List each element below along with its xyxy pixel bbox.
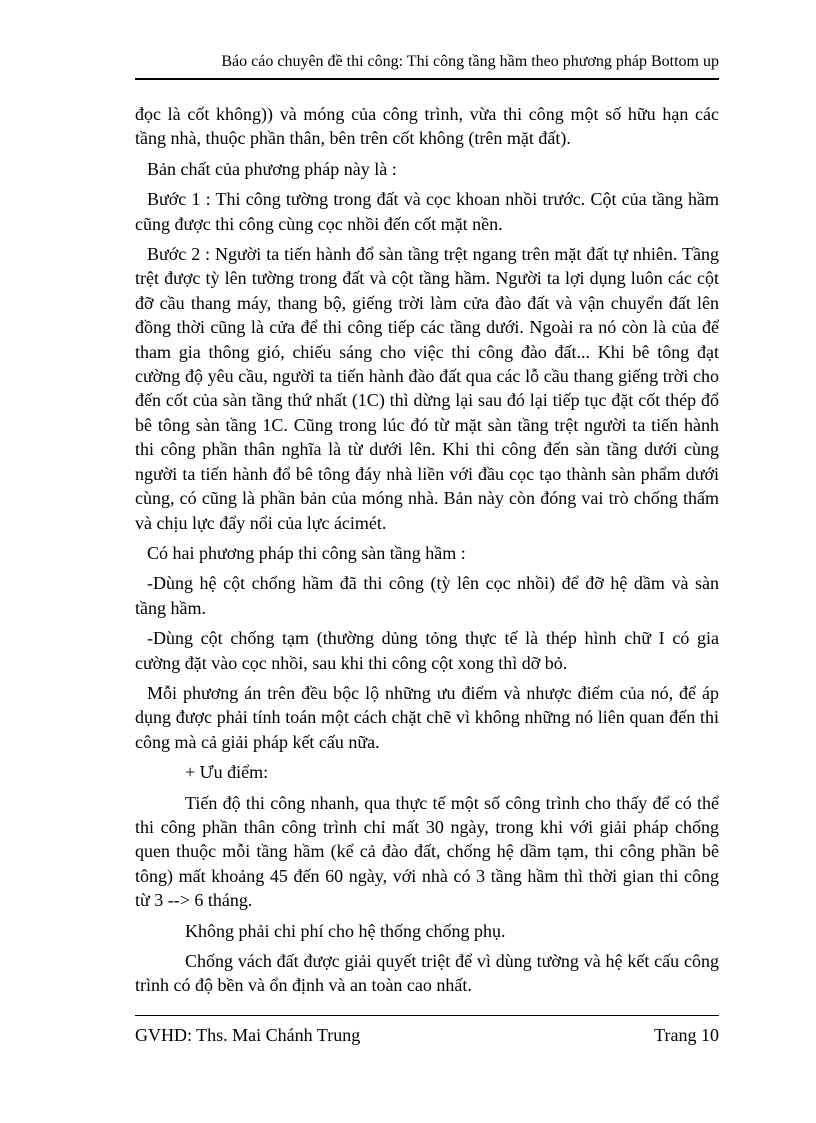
paragraph: Chống vách đất được giải quyết triệt để vì dùng tường và hệ kết cấu công trình có độ bền và ổn định và an toàn cao nhất. [135, 951, 719, 996]
footer-page-number: Trang 10 [654, 1025, 719, 1045]
paragraph: -Dùng cột chống tạm (thường dủng tỏng thực tế là thép hình chữ I có gia cường đặt vào cọc nhồi, sau khi thi công cột xong thì dỡ bỏ. [135, 628, 719, 673]
paragraph: -Dùng hệ cột chống hầm đã thi công (tỳ lên cọc nhồi) để đỡ hệ dầm và sàn tầng hầm. [135, 573, 719, 618]
page-header: Báo cáo chuyên đề thi công: Thi công tầng hầm theo phương pháp Bottom up [221, 53, 719, 70]
paragraph: Có hai phương pháp thi công sàn tầng hầm : [147, 542, 466, 563]
page-footer [135, 1023, 719, 1047]
paragraph: Mỗi phương án trên đều bộc lộ những ưu điểm và nhược điểm của nó, để áp dụng được phải tính toán một cách chặt chẽ vì không những nó liên quan đến thi công mà cả giải pháp kết cấu nữa. [135, 682, 719, 752]
header-divider [135, 78, 719, 80]
paragraph: Bước 2 : Người ta tiến hành đổ sàn tầng trệt ngang trên mặt đất tự nhiên. Tầng trệt được tỳ lên tường trong đất và cột tầng hầm. Người ta lợi dụng luôn các cột đỡ cầu thang máy, thang bộ, giếng trời làm cửa đào đất và vận chuyển đất lên đồng thời cũng là cửa để thi công tiếp các tầng dưới. Ngoài ra nó còn là của để tham gia thông gió, chiếu sáng cho việc thi công đào đất... Khi bê tông đạt cường độ yêu cầu, người ta tiến hành đào đất qua các lỗ cầu thang giếng trời cho đến cốt của sàn tầng thứ nhất (1C) thì dừng lại sau đó lại tiếp tục đặt cốt thép đổ bê tông sàn tầng 1C. Cũng trong lúc đó từ mặt sàn tầng trệt người ta tiến hành thi công phần thân nghĩa là từ dưới lên. Khi thi công đến sàn tầng dưới cùng người ta tiến hành đổ bê tông đáy nhà liền với đầu cọc tạo thành sàn phẩm dưới cùng, có cũng là phần bản của móng nhà. Bản này còn đóng vai trò chống thấm và chịu lực đẩy nổi của lực ácimét. [135, 244, 719, 533]
paragraph: Không phải chi phí cho hệ thống chống phụ. [185, 920, 506, 941]
document-body [135, 102, 719, 998]
paragraph: Tiến độ thi công nhanh, qua thực tế một số công trình cho thấy để có thể thi công phần thân công trình chỉ mất 30 ngày, trong khi với giải pháp chống quen thuộc mỗi tầng hầm (kể cả đào đất, chống hệ dầm tạm, thi công phần bê tông) mất khoảng 45 đến 60 ngày, với nhà có 3 tầng hầm thì thời gian thi công từ 3 --> 6 tháng. [135, 792, 719, 911]
footer-divider [135, 1015, 719, 1016]
paragraph: Bước 1 : Thi công tường trong đất và cọc khoan nhồi trước. Cột của tầng hầm cũng được thi công cùng cọc nhồi đến cốt mặt nền. [135, 189, 719, 234]
paragraph: + Ưu điểm: [185, 762, 269, 783]
paragraph: đọc là cốt không)) và móng của công trình, vừa thi công một số hữu hạn các tầng nhà, thuộc phần thân, bên trên cốt không (trên mặt đất). [135, 104, 719, 149]
paragraph: Bản chất của phương pháp này là : [147, 158, 397, 179]
footer-supervisor: GVHD: Ths. Mai Chánh Trung [135, 1025, 361, 1045]
